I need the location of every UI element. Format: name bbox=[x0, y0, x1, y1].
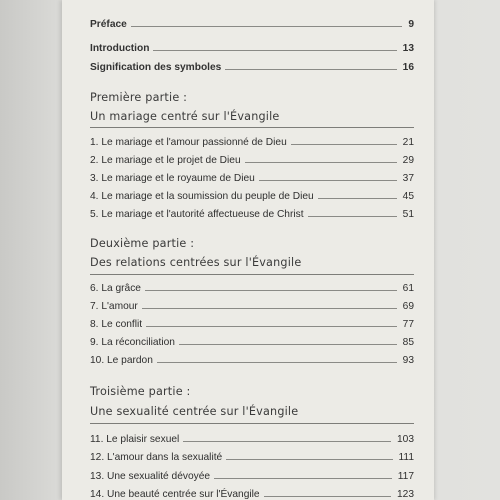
part-2-heading: Deuxième partie : bbox=[90, 237, 195, 250]
toc-entry-label: 2. Le mariage et le projet de Dieu bbox=[90, 155, 241, 166]
toc-entry-chapter-1[interactable] bbox=[90, 132, 414, 148]
toc-entry-page: 69 bbox=[402, 301, 414, 312]
leader-line bbox=[225, 69, 396, 70]
toc-entry-label: 14. Une beauté centrée sur l'Évangile bbox=[90, 489, 260, 500]
toc-entry-symboles[interactable] bbox=[90, 57, 414, 73]
leader-line bbox=[131, 26, 403, 27]
section-rule bbox=[90, 274, 414, 275]
toc-entry-label: 6. La grâce bbox=[90, 283, 141, 294]
section-rule bbox=[90, 127, 414, 128]
toc-entry-introduction[interactable] bbox=[90, 38, 414, 54]
toc-entry-page: 37 bbox=[402, 173, 414, 184]
toc-entry-chapter-8[interactable] bbox=[90, 314, 414, 330]
toc-entry-label: 13. Une sexualité dévoyée bbox=[90, 471, 211, 482]
toc-entry-chapter-7[interactable] bbox=[90, 296, 414, 312]
leader-line bbox=[318, 198, 397, 199]
part-1-title: Un mariage centré sur l'Évangile bbox=[90, 110, 280, 123]
toc-entry-chapter-4[interactable] bbox=[90, 186, 414, 202]
toc-entry-chapter-10[interactable] bbox=[90, 350, 414, 366]
section-rule bbox=[90, 423, 414, 424]
leader-line bbox=[226, 459, 392, 460]
leader-line bbox=[264, 496, 391, 497]
toc-entry-label: Signification des symboles bbox=[90, 62, 222, 73]
toc-entry-chapter-6[interactable] bbox=[90, 278, 414, 294]
toc-entry-chapter-13[interactable] bbox=[90, 466, 414, 482]
toc-entry-page: 123 bbox=[397, 489, 414, 500]
toc-entry-page: 61 bbox=[402, 283, 414, 294]
leader-line bbox=[291, 144, 397, 145]
toc-entry-chapter-14[interactable] bbox=[90, 484, 414, 500]
leader-line bbox=[146, 326, 397, 327]
toc-entry-chapter-11[interactable] bbox=[90, 429, 414, 445]
toc-entry-label: 4. Le mariage et la soumission du peuple de Dieu bbox=[90, 191, 314, 202]
toc-entry-label: 12. L'amour dans la sexualité bbox=[90, 452, 223, 463]
toc-entry-label: 10. Le pardon bbox=[90, 355, 153, 366]
part-3-title: Une sexualité centrée sur l'Évangile bbox=[90, 405, 299, 418]
leader-line bbox=[308, 216, 397, 217]
toc-entry-label: 8. Le conflit bbox=[90, 319, 143, 330]
toc-entry-page: 9 bbox=[408, 19, 414, 30]
toc-entry-page: 51 bbox=[402, 209, 414, 220]
toc-entry-page: 13 bbox=[402, 43, 414, 54]
toc-entry-page: 85 bbox=[402, 337, 414, 348]
toc-entry-page: 93 bbox=[402, 355, 414, 366]
toc-entry-label: 1. Le mariage et l'amour passionné de Dieu bbox=[90, 137, 287, 148]
toc-entry-label: 5. Le mariage et l'autorité affectueuse de Christ bbox=[90, 209, 304, 220]
toc-entry-chapter-12[interactable] bbox=[90, 447, 414, 463]
toc-entry-preface[interactable] bbox=[90, 14, 414, 30]
toc-entry-label: Préface bbox=[90, 19, 127, 30]
toc-entry-page: 111 bbox=[398, 452, 414, 463]
leader-line bbox=[245, 162, 397, 163]
toc-entry-page: 77 bbox=[402, 319, 414, 330]
leader-line bbox=[179, 344, 397, 345]
toc-entry-label: 11. Le plaisir sexuel bbox=[90, 434, 180, 445]
part-2-title: Des relations centrées sur l'Évangile bbox=[90, 256, 302, 269]
leader-line bbox=[145, 290, 397, 291]
toc-entry-chapter-9[interactable] bbox=[90, 332, 414, 348]
part-3-heading: Troisième partie : bbox=[90, 385, 191, 398]
toc-entry-label: 7. L'amour bbox=[90, 301, 138, 312]
toc-entry-page: 16 bbox=[402, 62, 414, 73]
toc-entry-page: 117 bbox=[397, 471, 414, 482]
toc-entry-chapter-2[interactable] bbox=[90, 150, 414, 166]
toc-entry-page: 103 bbox=[397, 434, 414, 445]
toc-entry-page: 21 bbox=[402, 137, 414, 148]
leader-line bbox=[183, 441, 391, 442]
part-1-heading: Première partie : bbox=[90, 91, 188, 104]
toc-entry-label: 9. La réconciliation bbox=[90, 337, 175, 348]
leader-line bbox=[153, 50, 396, 51]
toc-entry-chapter-5[interactable] bbox=[90, 204, 414, 220]
table-of-contents-page bbox=[62, 0, 434, 500]
leader-line bbox=[259, 180, 397, 181]
leader-line bbox=[142, 308, 397, 309]
toc-entry-page: 29 bbox=[402, 155, 414, 166]
leader-line bbox=[214, 478, 392, 479]
toc-entry-label: Introduction bbox=[90, 43, 150, 54]
toc-entry-page: 45 bbox=[402, 191, 414, 202]
leader-line bbox=[157, 362, 397, 363]
toc-entry-chapter-3[interactable] bbox=[90, 168, 414, 184]
toc-entry-label: 3. Le mariage et le royaume de Dieu bbox=[90, 173, 255, 184]
